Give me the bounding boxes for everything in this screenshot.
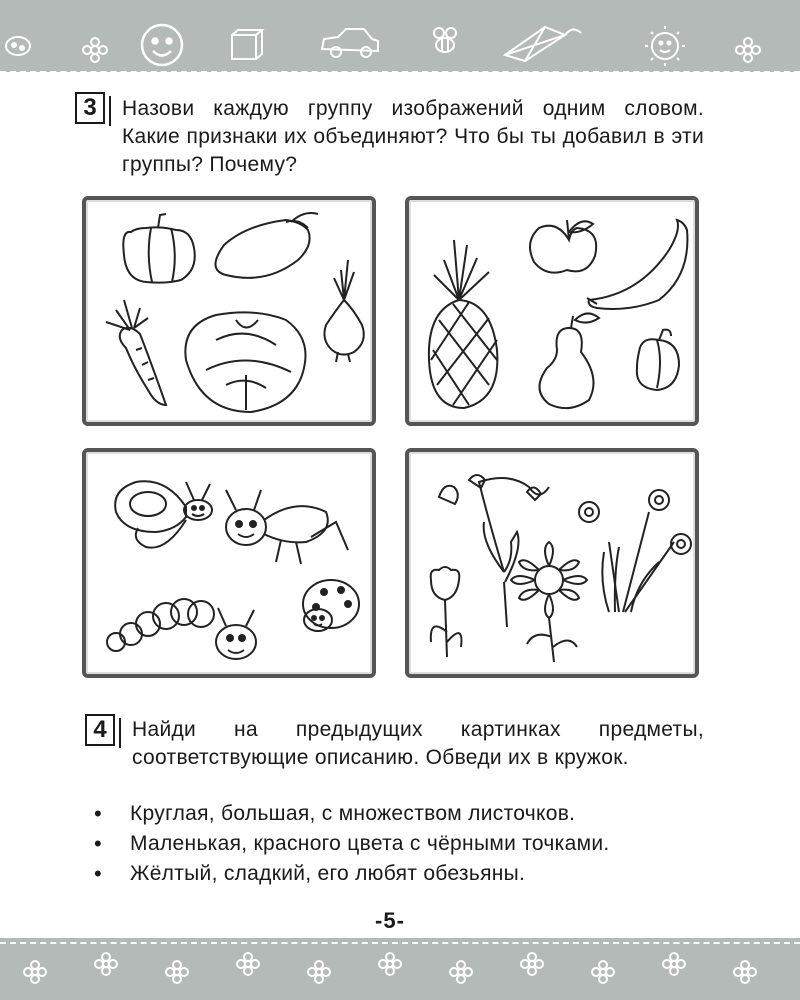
onion-icon bbox=[324, 260, 363, 362]
task-number-4: 4 bbox=[85, 714, 115, 746]
caterpillar-icon bbox=[107, 599, 256, 659]
kite-icon bbox=[505, 27, 581, 61]
panel-insects bbox=[82, 448, 376, 678]
header-decor-band bbox=[0, 0, 800, 72]
tulip-icon bbox=[431, 567, 462, 657]
task-number-3: 3 bbox=[75, 92, 105, 124]
banana-icon bbox=[587, 220, 687, 309]
flower-icon bbox=[308, 961, 330, 983]
list-item: • Маленькая, красного цвета с чёрными точками. bbox=[92, 830, 702, 858]
car-icon bbox=[322, 29, 378, 57]
flower-icon bbox=[83, 38, 107, 62]
ladybug-icon bbox=[6, 37, 30, 55]
stitch-line bbox=[0, 71, 800, 73]
sun-icon bbox=[645, 26, 685, 66]
flower-icon bbox=[379, 953, 401, 975]
pumpkin-icon bbox=[123, 214, 194, 283]
flower-icon bbox=[521, 953, 543, 975]
carrot-icon bbox=[106, 300, 166, 405]
flower-icon bbox=[166, 961, 188, 983]
header-doodles bbox=[0, 0, 800, 72]
ladybug-icon bbox=[303, 580, 359, 631]
list-item: • Круглая, большая, с множеством листочков. bbox=[92, 800, 702, 828]
apple-icon bbox=[530, 220, 596, 273]
cabbage-icon bbox=[185, 312, 305, 412]
footer-flowers bbox=[0, 938, 800, 1000]
page-number: -5- bbox=[375, 908, 405, 933]
footer-decor-band bbox=[0, 938, 800, 1000]
description-list bbox=[92, 800, 702, 890]
flower-icon bbox=[450, 961, 472, 983]
block-icon bbox=[232, 30, 262, 59]
pineapple-icon bbox=[429, 240, 498, 408]
daisy-icon bbox=[511, 542, 587, 662]
bee-icon bbox=[434, 28, 456, 52]
task-3-text: Назови каждую группу изображений одним словом. Какие признаки их объединяют? Что бы ты добавил в эти группы? Почему? bbox=[122, 97, 704, 176]
grasshopper-icon bbox=[226, 490, 348, 564]
peach-icon bbox=[637, 330, 679, 390]
flower-icon bbox=[237, 953, 259, 975]
panel-vegetables bbox=[82, 196, 376, 426]
narcissus-icon bbox=[579, 490, 691, 612]
flower-icon bbox=[734, 961, 756, 983]
flower-icon bbox=[663, 953, 685, 975]
pear-icon bbox=[539, 313, 599, 408]
flower-icon bbox=[736, 38, 760, 62]
flower-icon bbox=[24, 961, 46, 983]
list-item: • Жёлтый, сладкий, его любят обезьяны. bbox=[92, 860, 702, 888]
panel-flowers bbox=[405, 448, 699, 678]
flower-icon bbox=[592, 961, 614, 983]
flower-icon bbox=[95, 953, 117, 975]
butterfly-icon bbox=[115, 481, 212, 547]
task-4-text: Найди на предыдущих картинках предметы, соответствующие описанию. Обведи их в кружок. bbox=[132, 718, 704, 769]
panel-fruits bbox=[405, 196, 699, 426]
smiley-icon bbox=[142, 25, 182, 65]
lily-of-the-valley-icon bbox=[439, 475, 549, 627]
eggplant-icon bbox=[215, 213, 318, 278]
